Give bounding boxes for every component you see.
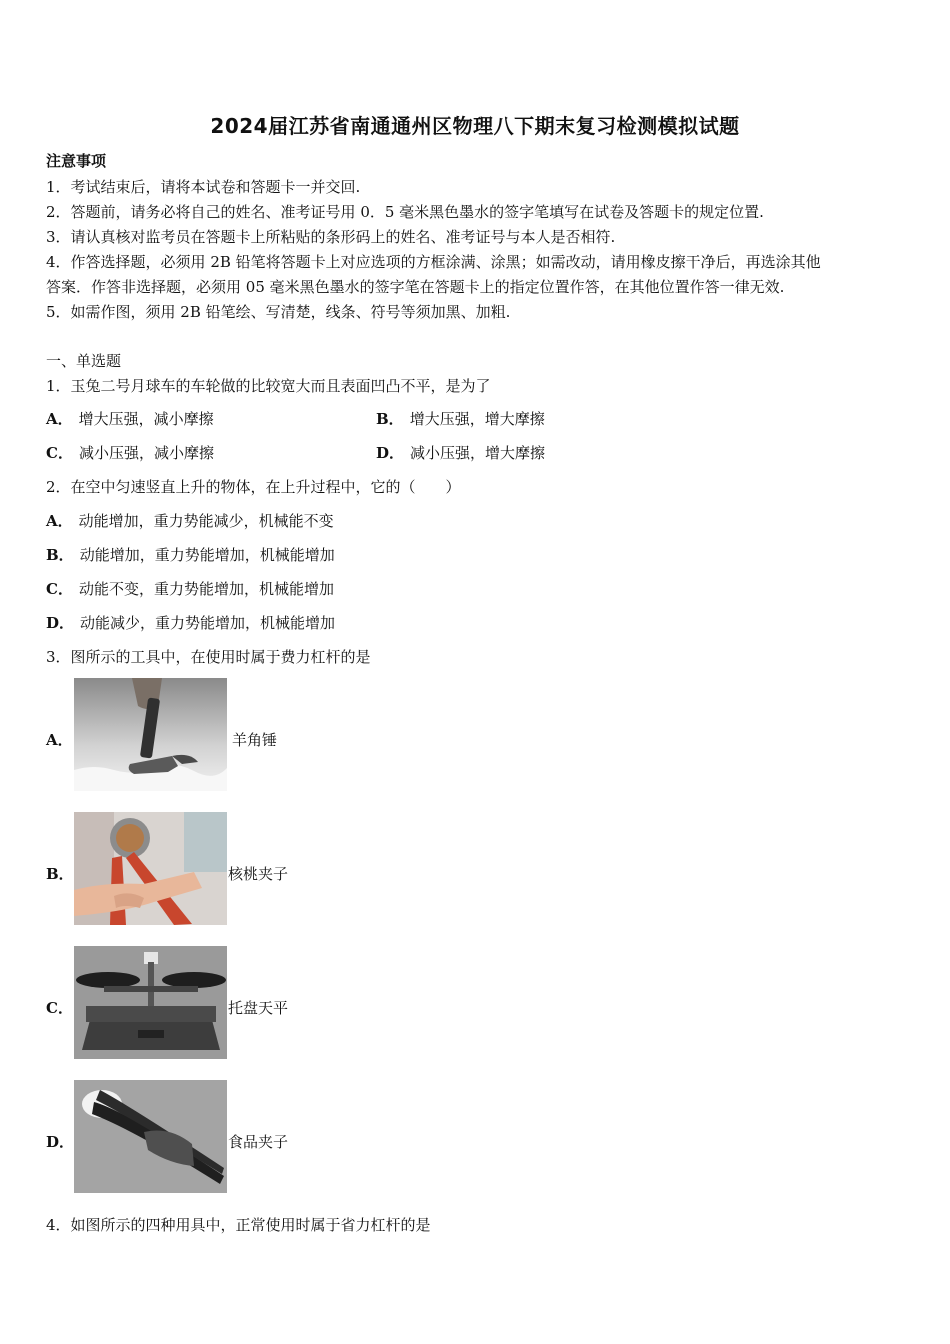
- q3-option-b-label: B．: [46, 865, 74, 883]
- notice-item: 1．考试结束后，请将本试卷和答题卡一并交回.: [46, 178, 361, 196]
- balance-scale-photo-icon: [74, 946, 227, 1059]
- nutcracker-photo-icon: [74, 812, 227, 925]
- q1-option-a: [46, 409, 214, 429]
- option-text: 动能减少，重力势能增加，机械能增加: [80, 614, 336, 632]
- q2-stem: 2．在空中匀速竖直上升的物体，在上升过程中，它的（ ）: [46, 478, 461, 496]
- q3-option-a-label: A．: [46, 731, 73, 749]
- option-text: 增大压强，减小摩擦: [78, 410, 214, 428]
- food-tongs-photo-icon: [74, 1080, 227, 1193]
- q2-option-c: [46, 579, 334, 599]
- notice-heading: 注意事项: [46, 152, 107, 170]
- option-label: C．: [46, 580, 73, 598]
- page-title: 2024届江苏省南通通州区物理八下期末复习检测模拟试题: [210, 114, 740, 138]
- q3-option-c-label: C．: [46, 999, 73, 1017]
- notice-item: 5．如需作图，须用 2B 铅笔绘、写清楚，线条、符号等须加黑、加粗.: [46, 303, 511, 321]
- q3-option-d-text: 食品夹子: [228, 1133, 289, 1151]
- q2-option-a: [46, 511, 334, 531]
- option-text: 动能增加，重力势能增加，机械能增加: [79, 546, 335, 564]
- option-label: D．: [376, 444, 405, 462]
- q3-option-d-label: D．: [46, 1133, 75, 1151]
- q4-stem: 4．如图所示的四种用具中，正常使用时属于省力杠杆的是: [46, 1216, 431, 1234]
- option-label: B．: [376, 410, 404, 428]
- option-label: D．: [46, 614, 75, 632]
- q2-option-b: [46, 545, 335, 565]
- q1-option-d: [376, 443, 545, 463]
- option-label: B．: [46, 546, 74, 564]
- notice-item: 3．请认真核对监考员在答题卡上所粘贴的条形码上的姓名、准考证号与本人是否相符.: [46, 228, 616, 246]
- option-text: 动能不变，重力势能增加，机械能增加: [78, 580, 334, 598]
- option-text: 减小压强，增大摩擦: [410, 444, 546, 462]
- claw-hammer-photo-icon: [74, 678, 227, 791]
- notice-item: 2．答题前，请务必将自己的姓名、准考证号用 0．5 毫米黑色墨水的签字笔填写在试卷及答题卡的规定位置.: [46, 203, 764, 221]
- q3-option-c-text: 托盘天平: [228, 999, 289, 1017]
- option-text: 动能增加，重力势能减少，机械能不变: [78, 512, 334, 530]
- option-label: A．: [46, 410, 73, 428]
- option-label: A．: [46, 512, 73, 530]
- q2-option-d: [46, 613, 335, 633]
- q3-stem: 3．图所示的工具中，在使用时属于费力杠杆的是: [46, 648, 371, 666]
- q1-option-b: [376, 409, 545, 429]
- q1-stem: 1．玉兔二号月球车的车轮做的比较宽大而且表面凹凸不平，是为了: [46, 377, 491, 395]
- option-text: 增大压强，增大摩擦: [409, 410, 545, 428]
- notice-item: 答案．作答非选择题，必须用 05 毫米黑色墨水的签字笔在答题卡上的指定位置作答，在其他位置作答一律无效.: [46, 278, 785, 296]
- option-label: C．: [46, 444, 73, 462]
- notice-item: 4．作答选择题，必须用 2B 铅笔将答题卡上对应选项的方框涂满、涂黑；如需改动，请用橡皮擦干净后，再选涂其他: [46, 253, 821, 271]
- q3-option-b-text: 核桃夹子: [228, 865, 289, 883]
- section-heading: 一、单选题: [46, 352, 122, 370]
- q3-option-a-text: 羊角锤: [232, 731, 278, 749]
- q1-option-c: [46, 443, 214, 463]
- option-text: 减小压强，减小摩擦: [78, 444, 214, 462]
